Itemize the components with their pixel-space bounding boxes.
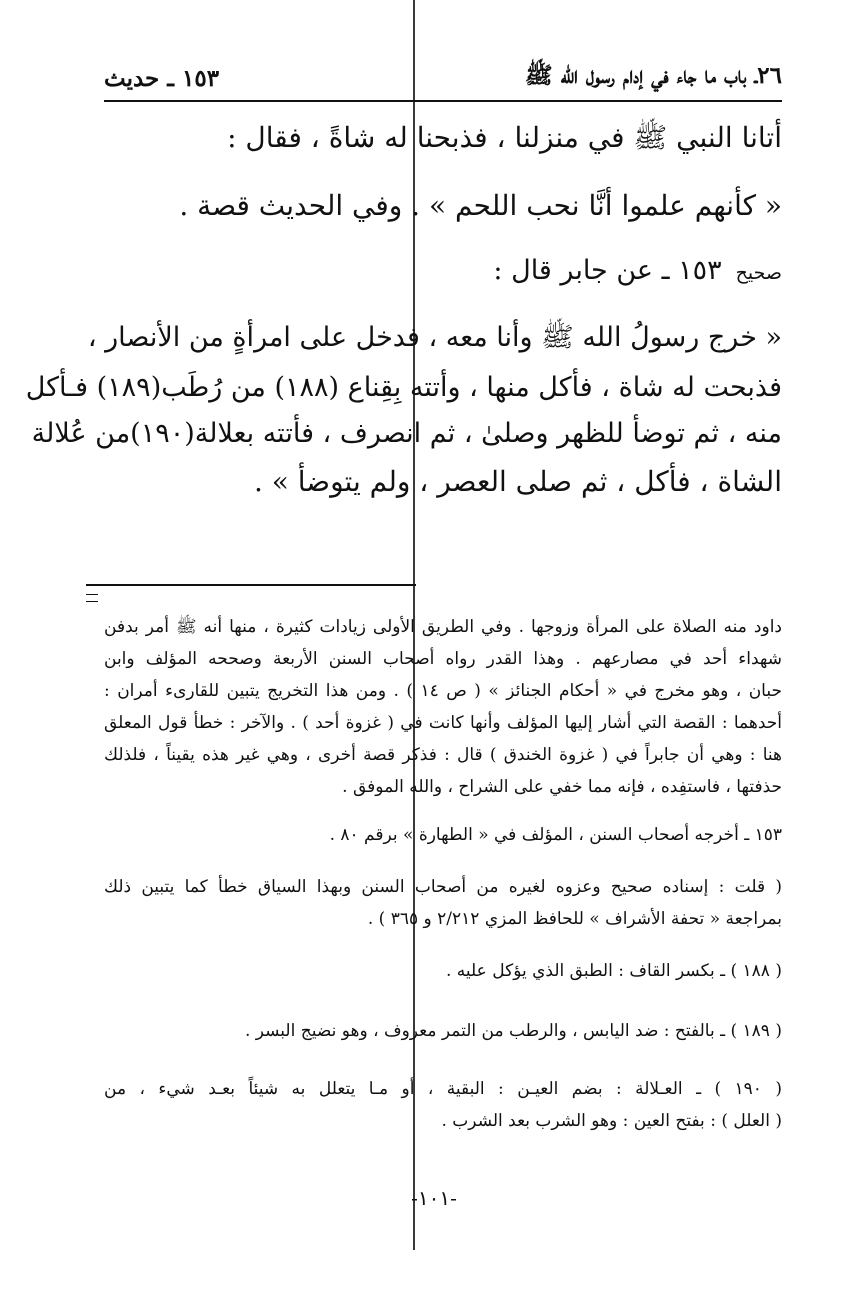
- footnote-rule: [86, 584, 416, 586]
- footnote-line: حبان ، وهو مخرج في « أحكام الجنائز » ( ص ١٤ ) . ومن هذا التخريج يتبين للقارىء أمران :: [104, 681, 783, 701]
- footnote-line: داود منه الصلاة على المرأة وزوجها . وفي الطريق الأولى زيادات كثيرة ، منها أنه ﷺ أمر بدفن: [104, 617, 782, 637]
- hadith-text-line: الشاة ، فأكل ، ثم صلى العصر ، ولم يتوضأ » .: [253, 465, 782, 498]
- chapter-title: ٢٦ـ باب ما جاء في إدام رسول الله ﷺ: [524, 62, 782, 89]
- hadith-text-line: منه ، ثم توضأ للظهر وصلىٰ ، ثم انصرف ، فأتته بعلالة(١٩٠)من عُلالة: [31, 418, 782, 449]
- hadith-text-line: فذبحت له شاة ، فأكل منها ، وأتته بِقِناع (١٨٨) من رُطَب(١٨٩) فـأكل: [25, 372, 782, 403]
- text-line: « كأنهم علموا أنَّا نحب اللحم » . وفي الحديث قصة .: [179, 189, 782, 222]
- footnote-189: ( ١٨٩ ) ـ بالفتح : ضد اليابس ، والرطب من التمر معروف ، وهو نضيج البسر .: [244, 1021, 782, 1041]
- text-line: أتانا النبي ﷺ في منزلنا ، فذبحنا له شاةً ، فقال :: [227, 121, 782, 154]
- hadith-text-line: « خرج رسولُ الله ﷺ وأنا معه ، فدخل على امرأةٍ من الأنصار ،: [87, 322, 782, 353]
- footnote-line: أحدهما : القصة التي أشار إليها المؤلف وأنها كانت في ( غزوة أحد ) . والآخر : خطأ قول المعلق: [104, 713, 782, 733]
- footnote-line: هنا : وهي أن جابراً في ( غزوة الخندق ) قال : فذكر قصة أخرى ، وهي غير هذه يقيناً ، فلذلك: [104, 745, 782, 765]
- hadith-label: ١٥٣ ـ حديث: [104, 64, 220, 92]
- hadith-intro: ١٥٣ ـ عن جابر قال :: [493, 255, 722, 286]
- running-header: [104, 56, 782, 100]
- page-number: -١٠١-: [411, 1186, 457, 1210]
- footnote-line: حذفتها ، فاستفِده ، فإنه مما خفي على الشراح ، والله الموفق .: [342, 777, 782, 797]
- comment-line: بمراجعة « تحفة الأشراف » للحافظ المزي ٢/٢١٢ و ٣٦٥ ) .: [367, 909, 782, 929]
- footnote-line: شهداء أحد في مصارعهم . وهذا القدر رواه أصحاب السنن الأربعة وصححه المؤلف وابن: [104, 649, 782, 669]
- footnote-190: ( ١٩٠ ) ـ العـلالة : بضم العيـن : البقية ، أو مـا يتعلل به شيئاً بعـد شيء ، من: [104, 1079, 782, 1099]
- grade-label: صحيح: [735, 262, 782, 284]
- hadith-heading: [493, 250, 782, 293]
- header-rule: [104, 100, 782, 102]
- footnote-190-cont: ( العلل ) : بفتح العين : وهو الشرب بعد الشرب .: [441, 1111, 782, 1131]
- continuation-mark: [86, 594, 98, 602]
- footnote-188: ( ١٨٨ ) ـ بكسر القاف : الطبق الذي يؤكل عليه .: [446, 961, 782, 981]
- footnote-153: ١٥٣ ـ أخرجه أصحاب السنن ، المؤلف في « الطهارة » برقم ٨٠ .: [329, 825, 782, 845]
- comment-line: ( قلت : إسناده صحيح وعزوه لغيره من أصحاب السنن وبهذا السياق خطأ كما يتبين ذلك: [104, 877, 782, 897]
